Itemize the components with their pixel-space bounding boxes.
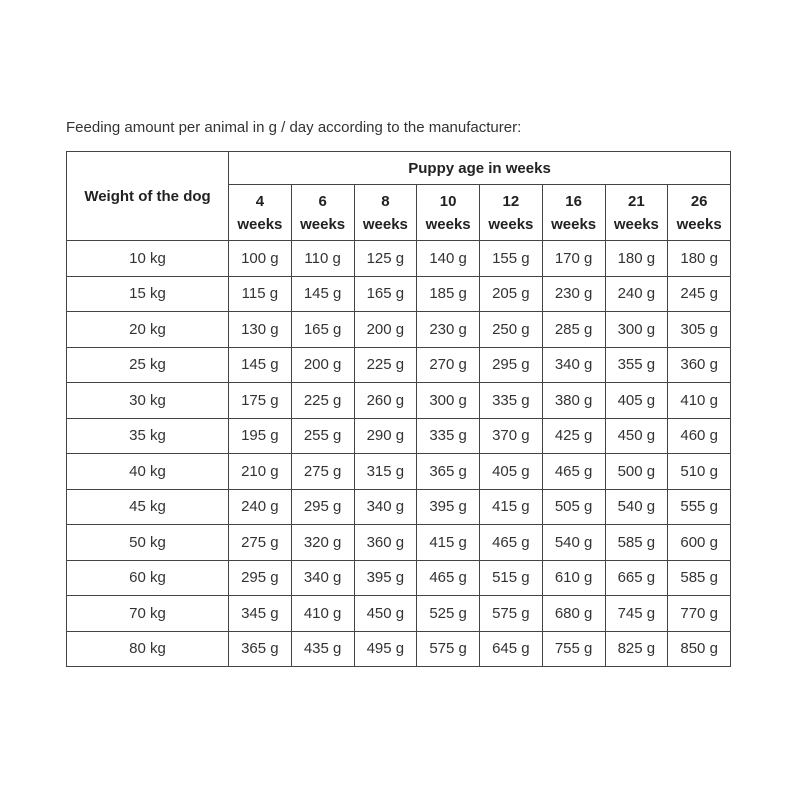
amount-cell: 145 g [291, 276, 354, 312]
amount-cell: 275 g [229, 525, 292, 561]
age-number: 12 [502, 192, 520, 210]
weight-cell: 20 kg [67, 312, 229, 348]
weight-cell: 30 kg [67, 383, 229, 419]
amount-cell: 305 g [668, 312, 731, 348]
amount-cell: 165 g [354, 276, 417, 312]
amount-cell: 500 g [605, 454, 668, 490]
amount-cell: 110 g [291, 241, 354, 277]
age-column-header [229, 185, 292, 241]
amount-cell: 540 g [542, 525, 605, 561]
amount-cell: 185 g [417, 276, 480, 312]
amount-cell: 465 g [480, 525, 543, 561]
amount-cell: 175 g [229, 383, 292, 419]
weight-cell: 35 kg [67, 418, 229, 454]
amount-cell: 180 g [668, 241, 731, 277]
amount-cell: 300 g [605, 312, 668, 348]
amount-cell: 140 g [417, 241, 480, 277]
amount-cell: 395 g [354, 560, 417, 596]
amount-cell: 555 g [668, 489, 731, 525]
age-number: 6 [318, 192, 327, 210]
amount-cell: 360 g [668, 347, 731, 383]
weight-cell: 70 kg [67, 596, 229, 632]
age-unit: weeks [300, 215, 346, 233]
weight-cell: 60 kg [67, 560, 229, 596]
table-row [67, 418, 731, 454]
amount-cell: 680 g [542, 596, 605, 632]
weight-cell: 10 kg [67, 241, 229, 277]
amount-cell: 610 g [542, 560, 605, 596]
amount-cell: 180 g [605, 241, 668, 277]
amount-cell: 295 g [291, 489, 354, 525]
amount-cell: 335 g [417, 418, 480, 454]
age-column-header [354, 185, 417, 241]
age-column-header [291, 185, 354, 241]
amount-cell: 645 g [480, 631, 543, 667]
amount-cell: 825 g [605, 631, 668, 667]
amount-cell: 200 g [354, 312, 417, 348]
amount-cell: 415 g [480, 489, 543, 525]
amount-cell: 340 g [354, 489, 417, 525]
amount-cell: 245 g [668, 276, 731, 312]
amount-cell: 345 g [229, 596, 292, 632]
age-column-header [605, 185, 668, 241]
amount-cell: 225 g [291, 383, 354, 419]
amount-cell: 230 g [542, 276, 605, 312]
amount-cell: 240 g [229, 489, 292, 525]
amount-cell: 145 g [229, 347, 292, 383]
amount-cell: 365 g [417, 454, 480, 490]
amount-cell: 585 g [605, 525, 668, 561]
amount-cell: 460 g [668, 418, 731, 454]
amount-cell: 255 g [291, 418, 354, 454]
table-row [67, 560, 731, 596]
weight-column-header: Weight of the dog [67, 152, 229, 241]
age-unit: weeks [551, 215, 597, 233]
amount-cell: 540 g [605, 489, 668, 525]
amount-cell: 495 g [354, 631, 417, 667]
amount-cell: 230 g [417, 312, 480, 348]
amount-cell: 130 g [229, 312, 292, 348]
age-group-header: Puppy age in weeks [229, 152, 731, 185]
amount-cell: 850 g [668, 631, 731, 667]
table-row [67, 631, 731, 667]
amount-cell: 435 g [291, 631, 354, 667]
amount-cell: 425 g [542, 418, 605, 454]
amount-cell: 205 g [480, 276, 543, 312]
weight-cell: 15 kg [67, 276, 229, 312]
amount-cell: 170 g [542, 241, 605, 277]
table-row [67, 347, 731, 383]
amount-cell: 320 g [291, 525, 354, 561]
age-number: 16 [565, 192, 582, 210]
weight-cell: 45 kg [67, 489, 229, 525]
amount-cell: 665 g [605, 560, 668, 596]
amount-cell: 335 g [480, 383, 543, 419]
table-row [67, 276, 731, 312]
amount-cell: 510 g [668, 454, 731, 490]
table-row [67, 596, 731, 632]
age-unit: weeks [488, 215, 534, 233]
amount-cell: 515 g [480, 560, 543, 596]
amount-cell: 505 g [542, 489, 605, 525]
age-number: 26 [690, 192, 708, 210]
amount-cell: 395 g [417, 489, 480, 525]
amount-cell: 380 g [542, 383, 605, 419]
amount-cell: 195 g [229, 418, 292, 454]
age-unit: weeks [237, 215, 283, 233]
age-number: 21 [628, 192, 645, 210]
table-row [67, 525, 731, 561]
amount-cell: 285 g [542, 312, 605, 348]
amount-cell: 415 g [417, 525, 480, 561]
amount-cell: 125 g [354, 241, 417, 277]
amount-cell: 225 g [354, 347, 417, 383]
amount-cell: 600 g [668, 525, 731, 561]
amount-cell: 290 g [354, 418, 417, 454]
amount-cell: 240 g [605, 276, 668, 312]
amount-cell: 315 g [354, 454, 417, 490]
amount-cell: 410 g [291, 596, 354, 632]
weight-cell: 25 kg [67, 347, 229, 383]
amount-cell: 340 g [542, 347, 605, 383]
age-unit: weeks [676, 215, 722, 233]
amount-cell: 300 g [417, 383, 480, 419]
amount-cell: 755 g [542, 631, 605, 667]
table-row [67, 489, 731, 525]
amount-cell: 250 g [480, 312, 543, 348]
age-number: 4 [255, 192, 265, 210]
amount-cell: 360 g [354, 525, 417, 561]
amount-cell: 405 g [480, 454, 543, 490]
age-column-header [668, 185, 731, 241]
amount-cell: 770 g [668, 596, 731, 632]
table-caption: Feeding amount per animal in g / day according to the manufacturer: [66, 119, 522, 136]
amount-cell: 355 g [605, 347, 668, 383]
amount-cell: 465 g [417, 560, 480, 596]
age-column-header [417, 185, 480, 241]
amount-cell: 155 g [480, 241, 543, 277]
amount-cell: 115 g [229, 276, 292, 312]
amount-cell: 260 g [354, 383, 417, 419]
amount-cell: 295 g [229, 560, 292, 596]
amount-cell: 340 g [291, 560, 354, 596]
age-column-header [542, 185, 605, 241]
amount-cell: 370 g [480, 418, 543, 454]
table-row [67, 312, 731, 348]
amount-cell: 450 g [605, 418, 668, 454]
amount-cell: 575 g [417, 631, 480, 667]
amount-cell: 465 g [542, 454, 605, 490]
amount-cell: 200 g [291, 347, 354, 383]
amount-cell: 100 g [229, 241, 292, 277]
age-unit: weeks [613, 215, 659, 233]
age-number: 8 [381, 192, 390, 210]
amount-cell: 210 g [229, 454, 292, 490]
amount-cell: 365 g [229, 631, 292, 667]
amount-cell: 410 g [668, 383, 731, 419]
table-row [67, 241, 731, 277]
amount-cell: 270 g [417, 347, 480, 383]
amount-cell: 525 g [417, 596, 480, 632]
amount-cell: 450 g [354, 596, 417, 632]
amount-cell: 165 g [291, 312, 354, 348]
weight-cell: 80 kg [67, 631, 229, 667]
amount-cell: 585 g [668, 560, 731, 596]
age-unit: weeks [425, 215, 471, 233]
amount-cell: 295 g [480, 347, 543, 383]
age-column-header [480, 185, 543, 241]
table-row [67, 383, 731, 419]
age-number: 10 [439, 192, 457, 210]
weight-cell: 40 kg [67, 454, 229, 490]
table-row [67, 454, 731, 490]
amount-cell: 575 g [480, 596, 543, 632]
weight-cell: 50 kg [67, 525, 229, 561]
age-unit: weeks [362, 215, 408, 233]
feeding-table [66, 151, 731, 667]
amount-cell: 405 g [605, 383, 668, 419]
amount-cell: 275 g [291, 454, 354, 490]
amount-cell: 745 g [605, 596, 668, 632]
